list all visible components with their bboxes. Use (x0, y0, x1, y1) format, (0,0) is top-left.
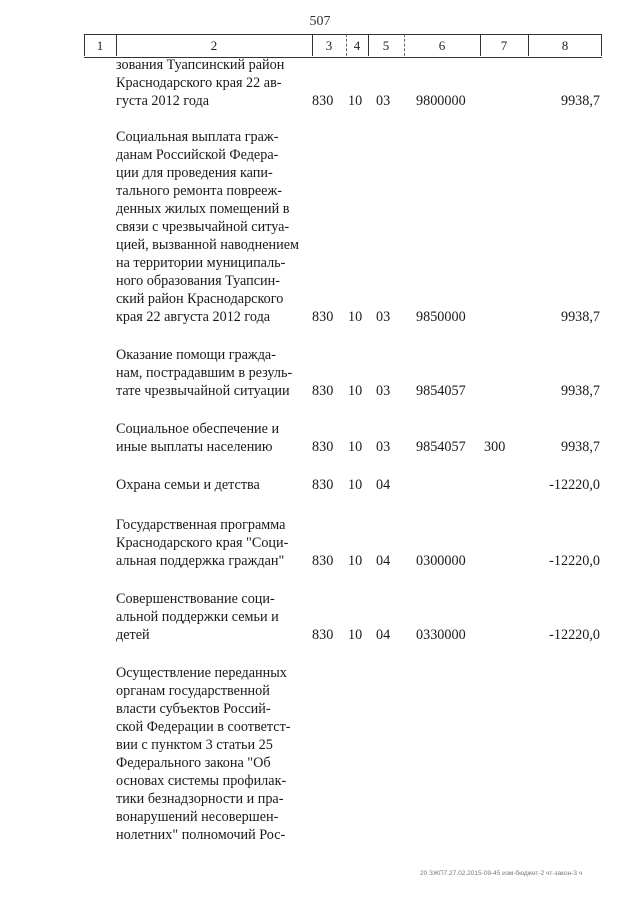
header-col-8: 8 (561, 38, 569, 53)
row-col-4: 10 (348, 309, 363, 325)
row-col-5: 04 (376, 627, 391, 643)
row-col-8: 9938,7 (560, 383, 600, 399)
row-col-4: 10 (348, 93, 363, 109)
row-description: Государственная программа Краснодарского края "Соци- альная поддержка граждан" (116, 517, 289, 569)
header-divider (601, 34, 602, 56)
row-description: Социальное обеспечение и иные выплаты населению (116, 421, 280, 455)
row-description: Охрана семьи и детства (116, 477, 260, 493)
row-col-8: 9938,7 (560, 439, 600, 455)
row-col-4: 10 (348, 477, 363, 493)
row-col-6: 9854057 (416, 383, 466, 399)
row-col-8: -12220,0 (549, 477, 600, 493)
row-col-4: 10 (348, 553, 363, 569)
row-col-3: 830 (312, 627, 334, 643)
header-divider (528, 34, 529, 56)
header-col-1: 1 (96, 38, 104, 53)
row-col-8: 9938,7 (560, 93, 600, 109)
footer-stamp: 20 ЗЖП7.27.02.2015-09-45 изм-бюджет-2 чт-закон-3 ч (420, 870, 583, 877)
header-divider (84, 34, 85, 56)
header-col-5: 5 (382, 38, 390, 53)
row-col-4: 10 (348, 439, 363, 455)
row-description: Осуществление переданных органам государственной власти субъектов Россий- ской Федерации в соответст- вии с пунктом 3 статьи 25 Федерального закона "Об основах системы профилак- тики безнадзорности и пра- вонарушений несовершен- нолетних" полномочий Рос- (116, 665, 291, 843)
header-divider (116, 34, 117, 56)
row-col-6: 9800000 (416, 93, 466, 109)
row-col-3: 830 (312, 439, 334, 455)
row-col-4: 10 (348, 627, 363, 643)
header-col-7: 7 (500, 38, 508, 53)
row-col-8: -12220,0 (549, 627, 600, 643)
row-description: Социальная выплата граж- данам Российской Федера- ции для проведения капи- тального ремонта поврееж- денных жилых помещений в связи с чрезвычайной ситуа- цией, вызванной наводнением на территории муниципаль- ного образования Туапсин- ский район Краснодарского края 22 августа 2012 года (116, 129, 299, 325)
row-col-5: 03 (376, 439, 391, 455)
row-col-5: 03 (376, 309, 391, 325)
row-col-8: -12220,0 (549, 553, 600, 569)
header-col-2: 2 (210, 38, 218, 53)
header-col-3: 3 (325, 38, 333, 53)
row-col-6: 9850000 (416, 309, 466, 325)
row-col-7: 300 (484, 439, 506, 455)
row-col-5: 04 (376, 477, 391, 493)
header-col-6: 6 (438, 38, 446, 53)
row-col-5: 03 (376, 383, 391, 399)
header-divider (312, 34, 313, 56)
row-col-3: 830 (312, 477, 334, 493)
header-divider (480, 34, 481, 56)
row-col-8: 9938,7 (560, 309, 600, 325)
header-divider (368, 34, 369, 56)
row-col-3: 830 (312, 309, 334, 325)
header-divider (346, 34, 347, 56)
table-header (84, 34, 602, 58)
row-col-6: 9854057 (416, 439, 466, 455)
row-description: Оказание помощи гражда- нам, пострадавшим в резуль- тате чрезвычайной ситуации (116, 347, 293, 399)
row-col-5: 04 (376, 553, 391, 569)
row-description: Совершенствование соци- альной поддержки семьи и детей (116, 591, 279, 643)
page-number: 507 (309, 14, 331, 29)
row-col-6: 0300000 (416, 553, 466, 569)
row-col-3: 830 (312, 383, 334, 399)
row-col-6: 0330000 (416, 627, 466, 643)
row-col-3: 830 (312, 93, 334, 109)
row-col-4: 10 (348, 383, 363, 399)
header-divider (404, 34, 405, 56)
row-col-3: 830 (312, 553, 334, 569)
header-col-4: 4 (353, 38, 361, 53)
row-col-5: 03 (376, 93, 391, 109)
row-description: зования Туапсинский район Краснодарского края 22 ав- густа 2012 года (116, 57, 285, 109)
